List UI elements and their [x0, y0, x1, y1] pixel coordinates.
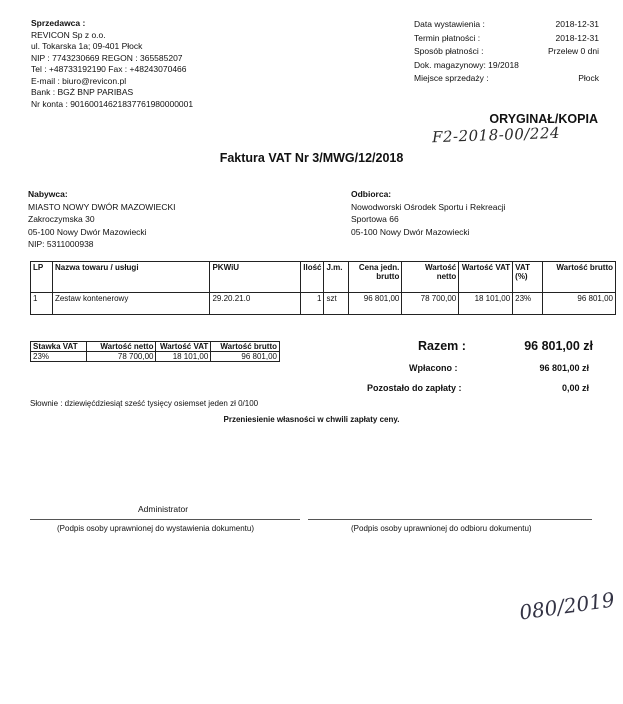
- receiver-signature-caption: (Podpis osoby uprawnionej do odbioru dokumentu): [351, 524, 532, 533]
- meta-row-issue-date: [414, 18, 599, 32]
- vat-summary-table: [30, 341, 280, 362]
- seller-name: REVICON Sp z o.o.: [31, 29, 106, 40]
- seller-address: ul. Tokarska 1a; 09-401 Płock: [31, 41, 143, 51]
- vat-cell-vat: 18 101,00: [156, 352, 211, 362]
- remaining-value: 0,00 zł: [561, 383, 589, 393]
- cell-net-value: 78 700,00: [402, 293, 459, 315]
- vat-header-row: [31, 342, 280, 352]
- original-copy-label: ORYGINAŁ/KOPIA: [489, 112, 598, 126]
- meta-value: 2018-12-31: [555, 19, 599, 29]
- seller-bank: Bank : BGŻ BNP PARIBAS: [31, 87, 134, 97]
- seller-label: Sprzedawca :: [31, 18, 86, 28]
- issuer-signature-caption: (Podpis osoby uprawnionej do wystawienia dokumentu): [57, 524, 254, 533]
- ownership-note: Przeniesienie własności w chwili zapłaty ceny.: [223, 415, 400, 424]
- buyer-name: MIASTO NOWY DWÓR MAZOWIECKI: [28, 201, 176, 212]
- buyer-street: Zakroczymska 30: [28, 214, 95, 224]
- cell-lp: 1: [31, 293, 53, 315]
- meta-row-warehouse-doc: [414, 59, 599, 73]
- seller-nip-regon: NIP : 7743230669 REGON : 365585207: [31, 52, 183, 63]
- buyer-label: Nabywca:: [28, 189, 68, 199]
- meta-label: Termin płatności :: [414, 32, 481, 43]
- recipient-city: 05-100 Nowy Dwór Mazowiecki: [351, 226, 470, 237]
- buyer-block: [28, 188, 176, 251]
- cell-gross-price: 96 801,00: [349, 293, 402, 315]
- recipient-name: Nowodworski Ośrodek Sportu i Rekreacji: [351, 201, 506, 212]
- total-label: Razem :: [418, 339, 466, 353]
- seller-tel-fax: Tel : +48733192190 Fax : +48243070466: [31, 64, 187, 74]
- invoice-title: Faktura VAT Nr 3/MWG/12/2018: [219, 151, 404, 165]
- invoice-meta: [414, 18, 599, 86]
- cell-vat-rate: 23%: [513, 293, 543, 315]
- vat-cell-gross: 96 801,00: [211, 352, 280, 362]
- cell-name: Zestaw kontenerowy: [52, 293, 210, 315]
- recipient-label: Odbiorca:: [351, 189, 392, 199]
- recipient-street: Sportowa 66: [351, 214, 399, 224]
- issuer-signature-line: [30, 519, 300, 520]
- vat-header-rate: Stawka VAT: [31, 342, 87, 352]
- remaining-label: Pozostało do zapłaty :: [367, 383, 462, 393]
- meta-value: 2018-12-31: [555, 32, 599, 43]
- header-gross-price: Cena jedn. brutto: [349, 262, 402, 293]
- cell-vat-value: 18 101,00: [459, 293, 513, 315]
- header-unit: J.m.: [324, 262, 349, 293]
- meta-label: Data wystawienia :: [414, 19, 485, 29]
- vat-cell-rate: 23%: [31, 352, 87, 362]
- vat-header-gross: Wartość brutto: [211, 342, 280, 352]
- receiver-signature-line: [308, 519, 592, 520]
- issuer-name: Administrator: [138, 504, 189, 514]
- paid-label: Wpłacono :: [409, 363, 458, 373]
- buyer-nip: NIP: 5311000938: [28, 239, 94, 249]
- meta-row-payment-due: [414, 32, 599, 46]
- table-row: [31, 352, 280, 362]
- header-lp: LP: [31, 262, 53, 293]
- cell-gross-value: 96 801,00: [543, 293, 616, 315]
- header-qty: Ilość: [301, 262, 324, 293]
- table-row: [31, 293, 616, 315]
- handwritten-note: 080/2019: [517, 587, 617, 625]
- header-vat-value: Wartość VAT: [459, 262, 513, 293]
- header-vat-rate: VAT (%): [513, 262, 543, 293]
- seller-email: E-mail : biuro@revicon.pl: [31, 75, 127, 86]
- meta-value: Płock: [578, 73, 599, 83]
- meta-row-place-of-sale: [414, 72, 599, 86]
- header-net-value: Wartość netto: [402, 262, 459, 293]
- cell-qty: 1: [301, 293, 324, 315]
- handwritten-number: F2-2018-00/224: [431, 123, 561, 147]
- vat-header-net: Wartość netto: [86, 342, 156, 352]
- buyer-city: 05-100 Nowy Dwór Mazowiecki: [28, 226, 147, 237]
- header-name: Nazwa towaru / usługi: [52, 262, 210, 293]
- items-header-row: [31, 262, 616, 293]
- recipient-block: [351, 188, 505, 238]
- meta-row-payment-method: [414, 45, 599, 59]
- cell-unit: szt: [324, 293, 349, 315]
- meta-label: Sposób płatności :: [414, 46, 484, 56]
- header-pkwiu: PKWiU: [210, 262, 301, 293]
- meta-label: Dok. magazynowy: 19/2018: [414, 59, 519, 70]
- cell-pkwiu: 29.20.21.0: [210, 293, 301, 315]
- items-table: [30, 261, 616, 315]
- meta-value: Przelew 0 dni: [547, 46, 599, 56]
- amount-in-words: Słownie : dziewięćdziesiąt sześć tysięcy osiemset jeden zł 0/100: [30, 399, 259, 408]
- seller-block: [31, 18, 193, 110]
- vat-cell-net: 78 700,00: [86, 352, 156, 362]
- total-value: 96 801,00 zł: [524, 339, 593, 353]
- vat-header-vat: Wartość VAT: [156, 342, 211, 352]
- meta-label: Miejsce sprzedaży :: [414, 73, 489, 83]
- seller-account: Nr konta : 90160014621837761980000001: [31, 98, 194, 109]
- paid-value: 96 801,00 zł: [539, 363, 589, 373]
- header-gross-value: Wartość brutto: [543, 262, 616, 293]
